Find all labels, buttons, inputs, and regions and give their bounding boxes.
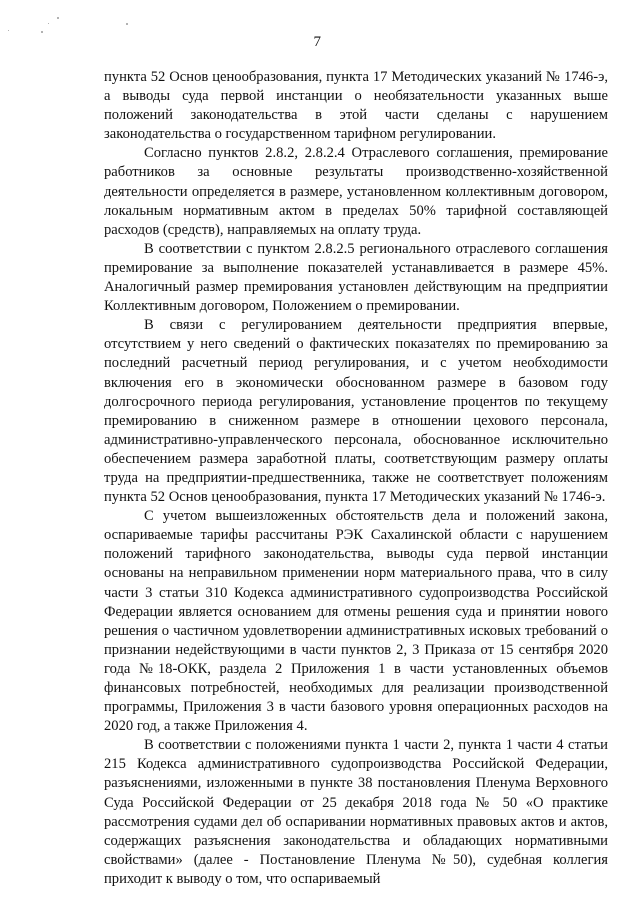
- paragraph-1: пункта 52 Основ ценообразования, пункта 17 Методических указаний № 1746-э, а выводы суда первой инстанции о необязательности указанных выше положений законодательства в этой части сделаны с нарушением законодательства о государственном тарифном регулировании.: [104, 69, 608, 143]
- scan-speck: [57, 17, 59, 19]
- body-text: [104, 68, 608, 889]
- scan-speck: [41, 31, 43, 33]
- page-number: 7: [313, 34, 322, 50]
- paragraph-5: С учетом вышеизложенных обстоятельств дела и положений закона, оспариваемые тарифы рассчитаны РЭК Сахалинской области с нарушением положений тарифного законодательства, выводы суда первой инстанции основаны на неправильном применении норм материального права, что в силу части 3 статьи 310 Кодекса административного судопроизводства Российской Федерации является основанием для отмены решения суда и принятии нового решения о частичном удовлетворении административных исковых требований о признании недействующими в части пунктов 2, 3 Приказа от 15 сентября 2020 года №18-ОКК, раздела 2 Приложения 1 в части установленных объемов финансовых потребностей, необходимых для реализации производственной программы, Приложения 3 в части базового уровня операционных расходов на 2020 год, а также Приложения 4.: [104, 508, 608, 735]
- paragraph-6: В соответствии с положениями пункта 1 части 2, пункта 1 части 4 статьи 215 Кодекса административного судопроизводства Российской Федерации, разъяснениями, изложенными в пункте 38 постановления Пленума Верховного Суда Российской Федерации от 25 декабря 2018 года № 50 «О практике рассмотрения судами дел об оспаривании нормативных правовых актов и актов, содержащих разъяснения законодательства и обладающих нормативными свойствами» (далее - Постановление Пленума №50), судебная коллегия приходит к выводу о том, что оспариваемый: [104, 737, 608, 887]
- paragraph-4: В связи с регулированием деятельности предприятия впервые, отсутствием у него сведений о фактических показателях по премированию за последний расчетный период регулирования, и с учетом необходимости включения его в экономически обоснованном размере в базовом году долгосрочного периода регулирования, установление процентов по текущему премированию в сниженном размере в отношении цехового персонала, административно-управленческого персонала, обоснованное исключительно обеспечением размера заработной платы, соответствующим размеру оплаты труда на предприятии-предшественника, также не соответствует положениям пункта 52 Основ ценообразования, пункта 17 Методических указаний № 1746-э.: [104, 317, 608, 506]
- scan-speck: [126, 23, 128, 25]
- scan-speck: [8, 30, 9, 31]
- paragraph-2: Согласно пунктов 2.8.2, 2.8.2.4 Отраслевого соглашения, премирование работников за основные результаты производственно-хозяйственной деятельности определяется в размере, установленном коллективным договором, локальным нормативным актом в пределах 50% тарифной составляющей расходов (средств), направляемых на оплату труда.: [104, 145, 608, 238]
- scan-speck: [48, 23, 49, 24]
- paragraph-3: В соответствии с пунктом 2.8.2.5 регионального отраслевого соглашения премирование за выполнение показателей устанавливается в размере 45%. Аналогичный размер премирования установлен действующим на предприятии Коллективным договором, Положением о премировании.: [104, 240, 608, 315]
